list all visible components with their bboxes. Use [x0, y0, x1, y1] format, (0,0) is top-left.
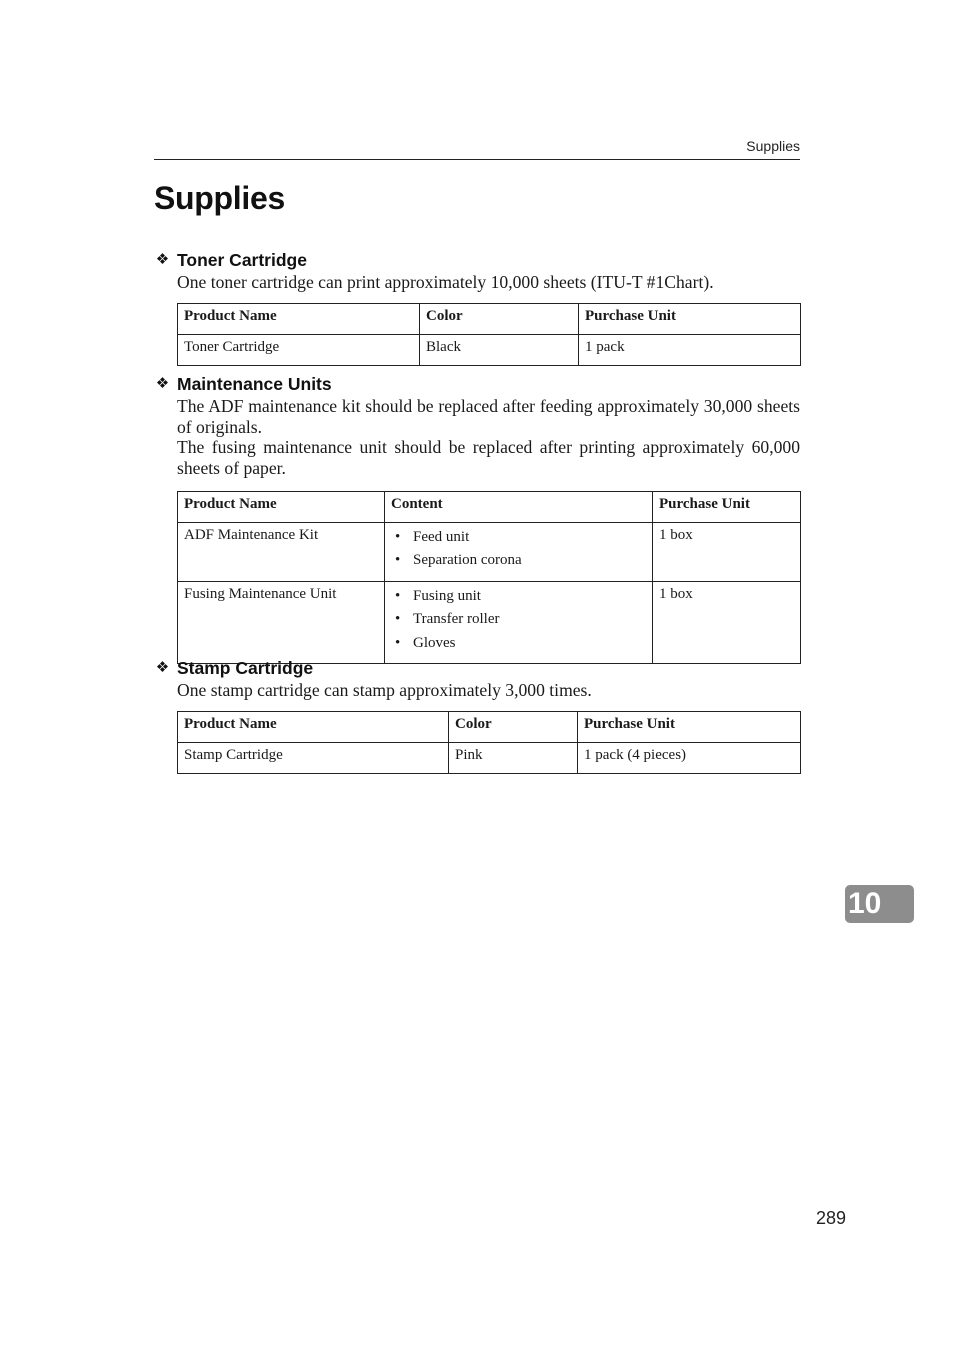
table-header-row	[178, 303, 801, 334]
bullet-icon: •	[395, 552, 401, 569]
cell-color: Black	[420, 334, 579, 365]
section-paragraph: The ADF maintenance kit should be replaced after feeding approximately 30,000 sheets of originals.	[177, 396, 800, 437]
list-item-text: Separation corona	[413, 552, 522, 569]
list-item	[391, 526, 646, 550]
cell-content	[385, 581, 653, 664]
list-item	[391, 549, 646, 573]
cell-product-name: ADF Maintenance Kit	[178, 522, 385, 581]
list-item	[391, 632, 646, 656]
chapter-tab: 10	[845, 885, 914, 923]
list-item-text: Fusing unit	[413, 587, 481, 604]
list-item-text: Gloves	[413, 634, 456, 651]
column-header: Product Name	[178, 303, 420, 334]
cell-purchase-unit: 1 box	[653, 522, 801, 581]
cell-product-name: Stamp Cartridge	[178, 742, 449, 773]
table-row	[178, 742, 801, 773]
list-item	[391, 608, 646, 632]
column-header: Product Name	[178, 711, 449, 742]
content-list	[391, 526, 646, 573]
section-heading-stamp	[154, 658, 800, 678]
bullet-icon: •	[395, 528, 401, 545]
section-stamp-cartridge	[154, 658, 800, 774]
column-header: Product Name	[178, 491, 385, 522]
section-heading-text: Toner Cartridge	[177, 250, 307, 270]
cell-content	[385, 522, 653, 581]
bullet-icon: •	[395, 611, 401, 628]
section-heading-text: Stamp Cartridge	[177, 658, 314, 678]
section-maintenance-units	[154, 374, 800, 664]
cell-product-name: Toner Cartridge	[178, 334, 420, 365]
section-paragraph: One toner cartridge can print approximately 10,000 sheets (ITU-T #1Chart).	[177, 272, 714, 292]
diamond-bullet-icon: ❖	[155, 251, 170, 268]
running-header: Supplies	[746, 138, 800, 154]
list-item-text: Transfer roller	[413, 611, 500, 628]
bullet-icon: •	[395, 634, 401, 651]
content-list	[391, 585, 646, 656]
table-row	[178, 334, 801, 365]
page-number: 289	[815, 1208, 846, 1228]
bullet-icon: •	[395, 587, 401, 604]
column-header: Purchase Unit	[579, 303, 801, 334]
table-row	[178, 581, 801, 664]
maintenance-table	[177, 491, 801, 665]
cell-purchase-unit: 1 pack (4 pieces)	[578, 742, 801, 773]
table-header-row	[178, 491, 801, 522]
cell-purchase-unit: 1 pack	[579, 334, 801, 365]
stamp-table	[177, 711, 801, 774]
column-header: Content	[385, 491, 653, 522]
section-paragraph: One stamp cartridge can stamp approximately 3,000 times.	[177, 680, 592, 700]
list-item	[391, 585, 646, 609]
section-toner-cartridge	[154, 250, 800, 366]
section-heading-maintenance	[154, 374, 800, 394]
header-rule	[154, 159, 800, 160]
cell-color: Pink	[449, 742, 578, 773]
cell-purchase-unit: 1 box	[653, 581, 801, 664]
list-item-text: Feed unit	[413, 528, 470, 545]
table-row	[178, 522, 801, 581]
table-header-row	[178, 711, 801, 742]
toner-table	[177, 303, 801, 366]
cell-product-name: Fusing Maintenance Unit	[178, 581, 385, 664]
column-header: Purchase Unit	[653, 491, 801, 522]
section-heading-text: Maintenance Units	[177, 374, 332, 394]
column-header: Color	[420, 303, 579, 334]
diamond-bullet-icon: ❖	[155, 375, 170, 392]
column-header: Purchase Unit	[578, 711, 801, 742]
diamond-bullet-icon: ❖	[155, 659, 170, 676]
section-heading-toner	[154, 250, 800, 270]
column-header: Color	[449, 711, 578, 742]
page-title: Supplies	[154, 180, 285, 216]
section-paragraph: The fusing maintenance unit should be replaced after printing approximately 60,000 sheets of paper.	[177, 437, 800, 479]
